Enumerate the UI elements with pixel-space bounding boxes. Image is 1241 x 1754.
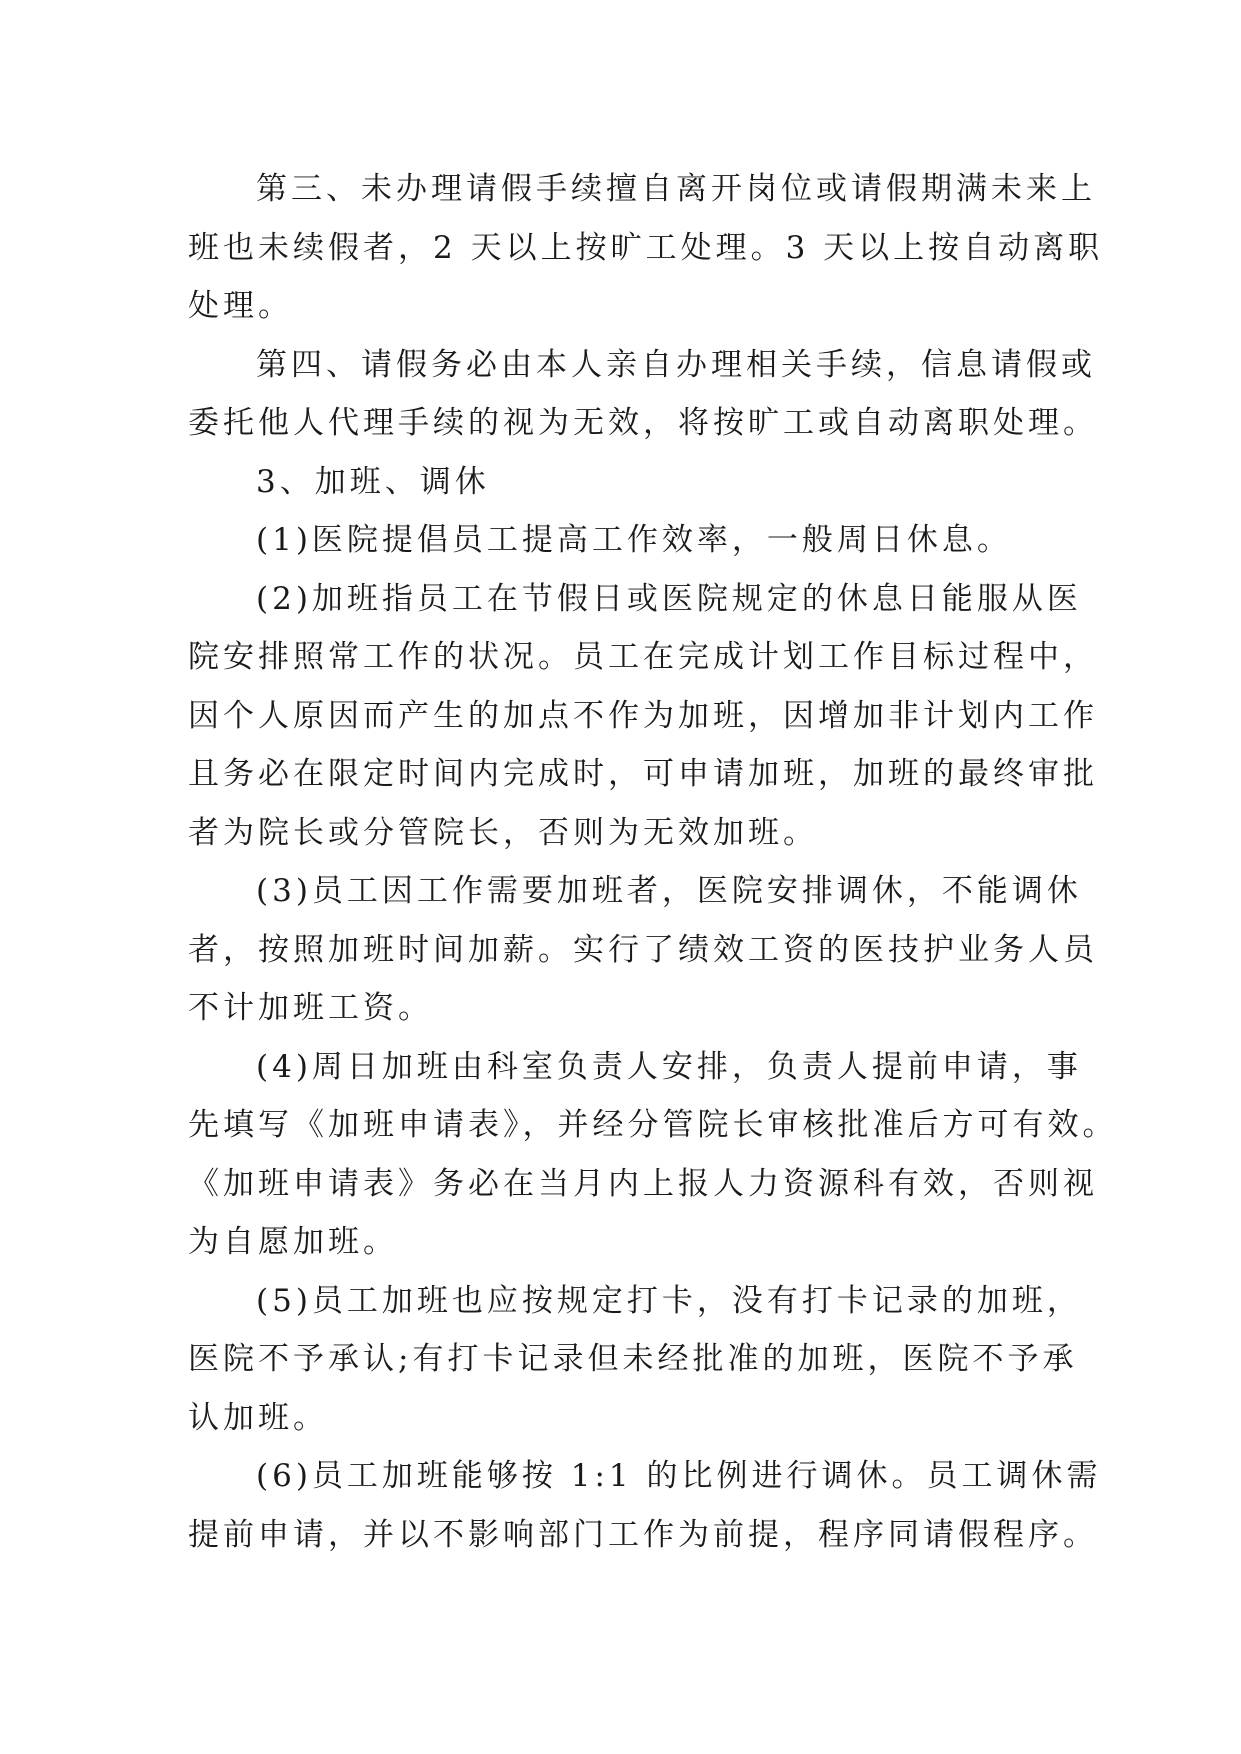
paragraph-line: (2)加班指员工在节假日或医院规定的休息日能服从医: [256, 580, 1082, 617]
paragraph-line: (1)医院提倡员工提高工作效率，一般周日休息。: [256, 522, 1012, 558]
paragraph-line: 第三、未办理请假手续擅自离开岗位或请假期满未来上: [256, 171, 1096, 207]
section-heading-overtime: [188, 453, 1088, 512]
paragraph-line: 《加班申请表》务必在当月内上报人力资源科有效，否则视: [188, 1165, 1098, 1202]
paragraph-overtime-1: [188, 511, 1088, 570]
paragraph-line: 因个人原因而产生的加点不作为加班，因增加非计划内工作: [188, 697, 1098, 734]
paragraph-overtime-5: [188, 1272, 1088, 1448]
paragraph-line: 处理。: [188, 288, 293, 324]
paragraph-line: 医院不予承认;有打卡记录但未经批准的加班，医院不予承: [188, 1341, 1078, 1377]
section-heading-text: 3、加班、调休: [256, 463, 490, 500]
paragraph-line: 不计加班工资。: [188, 990, 433, 1026]
paragraph-line: 提前申请，并以不影响部门工作为前提，程序同请假程序。: [188, 1516, 1098, 1553]
paragraph-line: 且务必在限定时间内完成时，可申请加班，加班的最终审批: [188, 756, 1098, 792]
paragraph-line: 院安排照常工作的状况。员工在完成计划工作目标过程中，: [188, 639, 1098, 675]
paragraph-line: 者为院长或分管院长，否则为无效加班。: [188, 814, 818, 851]
paragraph-line: 第四、请假务必由本人亲自办理相关手续，信息请假或: [256, 346, 1096, 383]
paragraph-overtime-2: [188, 570, 1098, 863]
paragraph-line: (5)员工加班也应按规定打卡，没有打卡记录的加班，: [256, 1282, 1082, 1319]
paragraph-line: 为自愿加班。: [188, 1224, 398, 1260]
paragraph-leave-rule-4: [188, 336, 1098, 453]
paragraph-overtime-3: [188, 862, 1098, 1038]
paragraph-line: (3)员工因工作需要加班者，医院安排调休，不能调休: [256, 873, 1082, 909]
paragraph-line: 委托他人代理手续的视为无效，将按旷工或自动离职处理。: [188, 405, 1098, 441]
paragraph-line: 班也未续假者，2 天以上按旷工处理。3 天以上按自动离职: [188, 229, 1104, 266]
paragraph-line: 先填写《加班申请表》，并经分管院长审核批准后方可有效。: [188, 1107, 1118, 1143]
paragraph-line: (6)员工加班能够按 1:1 的比例进行调休。员工调休需: [256, 1458, 1102, 1494]
document-body: [188, 160, 1118, 1564]
paragraph-line: 者，按照加班时间加薪。实行了绩效工资的医技护业务人员: [188, 931, 1098, 968]
paragraph-overtime-6: [188, 1447, 1102, 1564]
paragraph-leave-rule-3: [188, 160, 1104, 336]
paragraph-line: (4)周日加班由科室负责人安排，负责人提前申请，事: [256, 1048, 1082, 1085]
paragraph-line: 认加班。: [188, 1399, 328, 1436]
paragraph-overtime-4: [188, 1038, 1118, 1272]
